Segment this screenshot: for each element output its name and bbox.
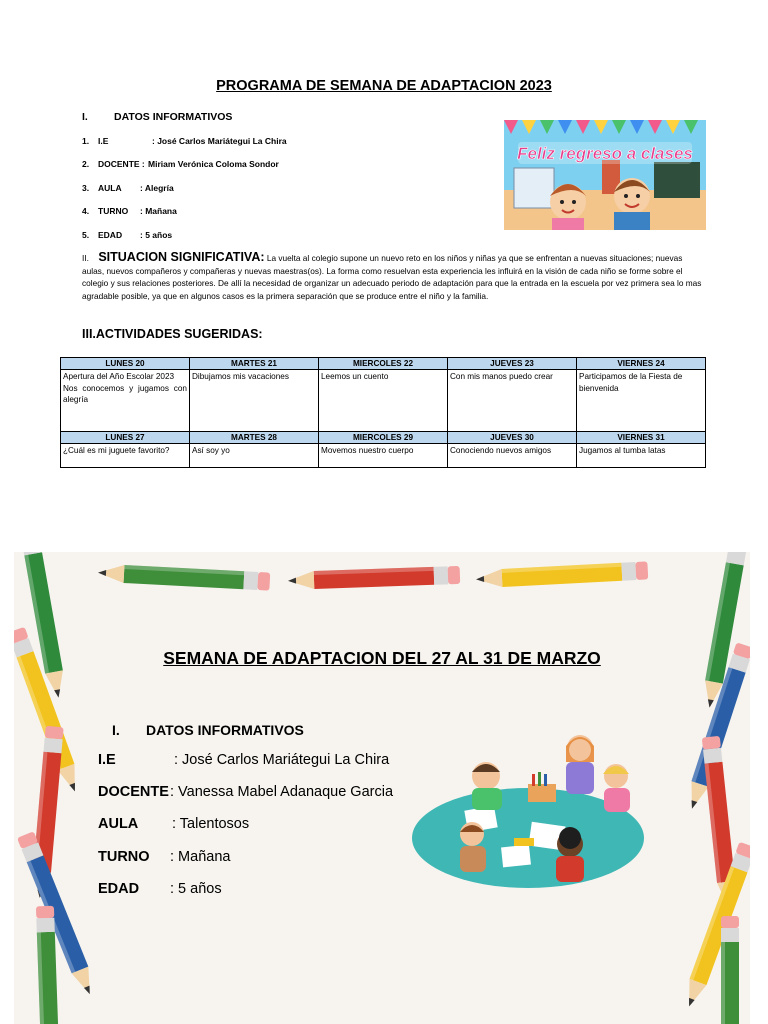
pencil-icon <box>98 564 271 591</box>
cell-line: Leemos un cuento <box>321 372 389 381</box>
table-header: MARTES 28 <box>190 432 319 444</box>
welcome-banner-illustration <box>504 120 706 230</box>
info-value: : Vanessa Mabel Adanaque Garcia <box>170 784 394 801</box>
table-cell <box>190 370 319 432</box>
info-row-turno <box>98 849 393 881</box>
info-value: Miriam Verónica Coloma Sondor <box>148 159 279 170</box>
info-row-aula <box>98 816 393 848</box>
info-row-aula <box>82 183 287 206</box>
info-number: 5. <box>82 229 90 240</box>
cell-line: Dibujamos mis vacaciones <box>192 372 289 381</box>
cell-line: Con mis manos puedo crear <box>450 372 553 381</box>
table-cell: Conociendo nuevos amigos <box>448 444 577 468</box>
info-value: : 5 años <box>170 880 222 897</box>
table-header: VIERNES 31 <box>577 432 706 444</box>
info-label: EDAD <box>98 229 123 240</box>
section-numeral: I. <box>82 111 88 123</box>
welcome-banner-graphic <box>504 120 706 230</box>
banner-text: Feliz regreso a clases <box>517 144 693 163</box>
section-heading: SITUACION SIGNIFICATIVA: <box>98 250 265 264</box>
info-value: : Mañana <box>140 206 177 217</box>
info-row-docente <box>98 784 393 816</box>
info-value: : 5 años <box>140 229 173 240</box>
table-header: JUEVES 30 <box>448 432 577 444</box>
table-cell <box>61 370 190 432</box>
section-label: DATOS INFORMATIVOS <box>146 722 304 738</box>
info-row-turno <box>82 206 287 229</box>
section-datos-informativos <box>82 111 232 123</box>
actividades-heading: III.ACTIVIDADES SUGERIDAS: <box>82 327 263 341</box>
cell-line: Nos conocemos y jugamos con alegría <box>63 383 187 404</box>
info-label: AULA <box>98 182 122 193</box>
pencil-icon <box>17 831 98 997</box>
pencil-icon <box>476 561 649 588</box>
info-list <box>82 136 287 253</box>
info-label: TURNO <box>98 848 150 865</box>
section-numeral: II. <box>82 253 89 263</box>
info-list <box>98 752 393 913</box>
info-number: 1. <box>82 136 90 146</box>
table-header: JUEVES 23 <box>448 358 577 370</box>
info-number: 4. <box>82 206 90 217</box>
table-header: MARTES 21 <box>190 358 319 370</box>
info-number: 2. <box>82 159 90 170</box>
pencil-icon <box>288 566 461 590</box>
info-number: 3. <box>82 182 90 193</box>
info-row-ie <box>82 136 287 159</box>
activities-table <box>60 357 706 468</box>
table-row <box>61 444 706 468</box>
table-cell: Así soy yo <box>190 444 319 468</box>
children-drawing-illustration <box>410 728 646 896</box>
pencil-icon <box>721 916 739 1024</box>
info-row-edad <box>98 881 393 913</box>
table-header: MIERCOLES 22 <box>319 358 448 370</box>
table-header-row <box>61 432 706 444</box>
table-cell: ¿Cuál es mi juguete favorito? <box>61 444 190 468</box>
section-label: DATOS INFORMATIVOS <box>114 111 233 123</box>
table-header: VIERNES 24 <box>577 358 706 370</box>
children-graphic <box>410 728 646 896</box>
table-cell: Jugamos al tumba latas <box>577 444 706 468</box>
table-row <box>61 370 706 432</box>
pencil-icon <box>681 842 750 1010</box>
page-title: SEMANA DE ADAPTACION DEL 27 AL 31 DE MARZO <box>163 648 601 668</box>
info-label: I.E <box>98 752 116 768</box>
section-datos-informativos <box>112 722 304 738</box>
cell-line: Participamos de la Fiesta de bienvenida <box>579 372 683 393</box>
table-header: LUNES 27 <box>61 432 190 444</box>
info-value: : José Carlos Mariátegui La Chira <box>152 136 287 146</box>
info-label: DOCENTE <box>98 784 169 801</box>
page-title: PROGRAMA DE SEMANA DE ADAPTACION 2023 <box>216 78 552 94</box>
section-body: La vuelta al colegio supone un nuevo reto en los niños y niñas ya que se enfrentan a nuevas situaciones; nuevas aulas, nuevos compañeros y compañeras y nuevas maestras(os). La forma como resuelvan esta experiencia les influirá en la visión de cada niño se forme sobre el colegio y sus relaciones posteriores. De allí la necesidad de organizar un adecuado periodo de adaptación para que la entrada en la escuela por vez primera sea lo mas agradable posible, ya que en algunos casos es la primera separación que se produce entre el niño y la familia. <box>82 253 702 301</box>
info-label: TURNO <box>98 206 129 217</box>
situacion-significativa <box>82 251 706 302</box>
info-row-docente <box>82 159 287 182</box>
info-label: DOCENTE : <box>98 159 145 170</box>
document-page-2 <box>14 552 750 1024</box>
table-header: MIERCOLES 29 <box>319 432 448 444</box>
section-numeral: I. <box>112 722 120 738</box>
table-cell <box>319 370 448 432</box>
info-label: I.E <box>98 136 109 146</box>
table-header-row <box>61 358 706 370</box>
table-cell <box>577 370 706 432</box>
info-label: AULA <box>98 816 139 833</box>
info-row-ie <box>98 752 393 784</box>
cell-line: Apertura del Año Escolar 2023 <box>63 372 175 381</box>
table-cell <box>448 370 577 432</box>
info-value: : Alegría <box>140 182 174 193</box>
table-cell: Movemos nuestro cuerpo <box>319 444 448 468</box>
table-header: LUNES 20 <box>61 358 190 370</box>
info-value: : José Carlos Mariátegui La Chira <box>174 752 390 768</box>
info-value: : Talentosos <box>172 816 250 833</box>
info-label: EDAD <box>98 880 140 897</box>
info-value: : Mañana <box>170 848 231 865</box>
